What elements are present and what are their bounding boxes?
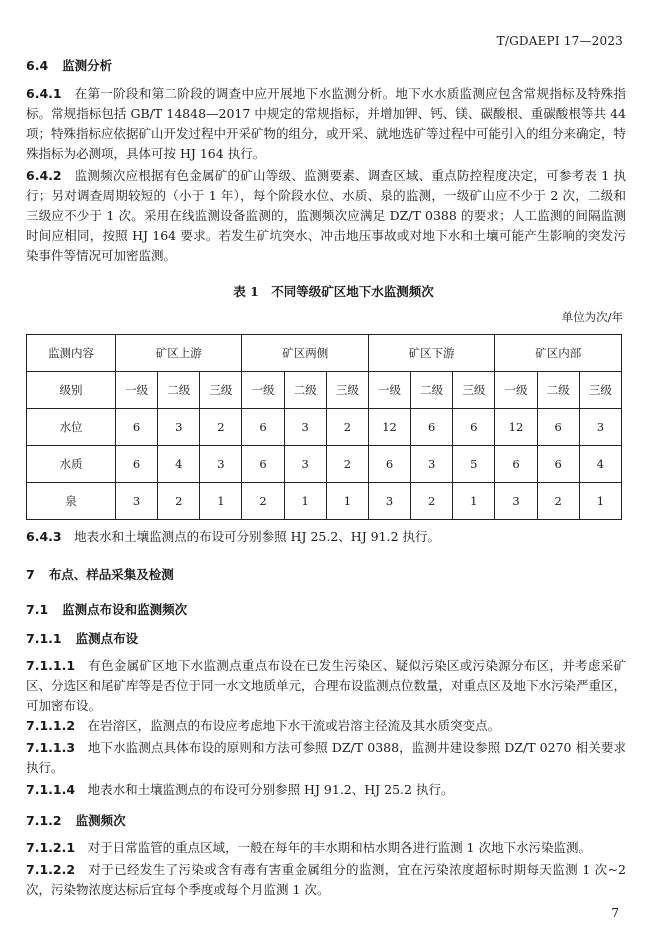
clause-text: 在岩溶区，监测点的布设应考虑地下水干流或岩溶主径流及其水质突变点。 [87, 718, 501, 733]
clause-number: 7.1.2.2 [26, 862, 76, 877]
section-title: 布点、样品采集及检测 [48, 567, 174, 582]
table-cell: 2 [242, 483, 284, 520]
clause-7-1-1-3 [26, 738, 626, 778]
row-label-cell: 水质 [27, 446, 116, 483]
table-cell: 6 [242, 446, 284, 483]
area-header: 矿区两侧 [242, 335, 368, 372]
section-number: 7 [26, 567, 35, 582]
clause-7-1-1-2 [26, 716, 626, 736]
table-cell: 2 [326, 409, 368, 446]
section-number: 6.4 [26, 58, 49, 73]
level-cell: 二级 [158, 372, 200, 409]
clause-number: 6.4.2 [26, 168, 62, 183]
clause-text: 监测频次应根据有色金属矿的矿山等级、监测要素、调查区域、重点防控程度决定，可参考表 1 执行；另对调查周期较短的（小于 1 年），每个阶段水位、水质、泉的监测，一级矿山应不少于 2 次，二级和三级应不少于 1 次。采用在线监测设备监测的，监测频次应满足 DZ/T 0388 的要求；人工监测的间隔监测时间应相同，按照 HJ 164 要求。若发生矿坑突水、冲击地压事故或对地下水和土壤可能产生影响的突发污染事件等情况可加密监测。 [26, 168, 626, 263]
table-cell: 6 [116, 409, 158, 446]
clause-7-1-1-1 [26, 656, 626, 716]
table-cell: 6 [368, 446, 410, 483]
table-cell: 4 [158, 446, 200, 483]
clause-6-4-3 [26, 527, 626, 547]
level-cell: 二级 [284, 372, 326, 409]
clause-7-1-1-4 [26, 780, 626, 800]
clause-text: 地表水和土壤监测点的布设可分别参照 HJ 91.2、HJ 25.2 执行。 [87, 782, 454, 797]
table-cell: 1 [579, 483, 621, 520]
table-cell: 6 [453, 409, 495, 446]
table-row [27, 409, 622, 446]
area-header: 矿区下游 [368, 335, 494, 372]
section-7-heading [26, 565, 174, 583]
table-cell: 12 [368, 409, 410, 446]
level-cell: 三级 [200, 372, 242, 409]
clause-6-4-2 [26, 166, 626, 266]
clause-number: 7.1.1.2 [26, 718, 76, 733]
table-row [27, 483, 622, 520]
clause-6-4-1 [26, 84, 626, 164]
section-number: 7.1 [26, 602, 49, 617]
clause-text: 对于日常监管的重点区域，一般在每年的丰水期和枯水期各进行监测 1 次地下水污染监测。 [87, 840, 591, 855]
table-cell: 3 [116, 483, 158, 520]
section-title: 监测分析 [62, 58, 113, 73]
clause-text: 地表水和土壤监测点的布设可分别参照 HJ 25.2、HJ 91.2 执行。 [74, 529, 440, 544]
table-cell: 2 [537, 483, 579, 520]
table-cell: 3 [368, 483, 410, 520]
section-6-4-heading [26, 56, 112, 74]
level-cell: 一级 [495, 372, 537, 409]
level-cell: 一级 [116, 372, 158, 409]
standard-code: T/GDAEPI 17—2023 [496, 34, 623, 48]
section-7-1-heading [26, 600, 187, 618]
section-title: 监测频次 [75, 813, 126, 828]
table-header-row [27, 335, 622, 372]
table-cell: 1 [200, 483, 242, 520]
table-cell: 6 [537, 409, 579, 446]
level-cell: 三级 [326, 372, 368, 409]
area-header: 矿区上游 [116, 335, 242, 372]
level-cell: 二级 [537, 372, 579, 409]
section-title: 监测点布设 [75, 631, 139, 646]
level-cell: 一级 [368, 372, 410, 409]
clause-text: 有色金属矿区地下水监测点重点布设在已发生污染区、疑似污染区或污染源分布区，并考虑采矿区、分选区和尾矿库等是否位于同一水文地质单元，合理布设监测点位数量，对重点区及地下水污染严重区，可加密布设。 [26, 658, 627, 713]
table-cell: 6 [537, 446, 579, 483]
section-7-1-1-heading [26, 629, 138, 647]
clause-text: 地下水监测点具体布设的原则和方法可参照 DZ/T 0388，监测井建设参照 DZ/T 0270 相关要求执行。 [26, 740, 626, 775]
table-corner-cell: 监测内容 [27, 335, 116, 372]
table-cell: 3 [200, 446, 242, 483]
page-number: 7 [611, 906, 619, 920]
table-unit: 单位为次/年 [561, 310, 623, 324]
table-level-row [27, 372, 622, 409]
table-cell: 2 [200, 409, 242, 446]
row-label-cell: 泉 [27, 483, 116, 520]
table-cell: 2 [158, 483, 200, 520]
table-row [27, 446, 622, 483]
table-cell: 6 [242, 409, 284, 446]
clause-number: 7.1.2.1 [26, 840, 76, 855]
table-cell: 2 [411, 483, 453, 520]
clause-text: 对于已经发生了污染或含有毒有害重金属组分的监测，宜在污染浓度超标时期每天监测 1 次~2 次，污染物浓度达标后宜每个季度或每个月监测 1 次。 [26, 862, 626, 897]
row-label-cell: 水位 [27, 409, 116, 446]
clause-number: 6.4.3 [26, 529, 62, 544]
level-cell: 一级 [242, 372, 284, 409]
table-cell: 6 [411, 409, 453, 446]
table-title: 表 1 不同等级矿区地下水监测频次 [233, 284, 434, 299]
section-7-1-2-heading [26, 811, 126, 829]
monitoring-frequency-table [26, 334, 622, 520]
table-cell: 1 [326, 483, 368, 520]
table-cell: 6 [116, 446, 158, 483]
table-cell: 3 [284, 446, 326, 483]
area-header: 矿区内部 [495, 335, 622, 372]
level-cell: 三级 [579, 372, 621, 409]
clause-number: 7.1.1.3 [26, 740, 76, 755]
clause-number: 6.4.1 [26, 86, 62, 101]
table-cell: 5 [453, 446, 495, 483]
level-label-cell: 级别 [27, 372, 116, 409]
clause-number: 7.1.1.1 [26, 658, 76, 673]
table-cell: 6 [495, 446, 537, 483]
section-number: 7.1.1 [26, 631, 62, 646]
section-number: 7.1.2 [26, 813, 62, 828]
table-cell: 3 [411, 446, 453, 483]
clause-7-1-2-1 [26, 838, 626, 858]
table-cell: 1 [453, 483, 495, 520]
clause-text: 在第一阶段和第二阶段的调查中应开展地下水监测分析。地下水水质监测应包含常规指标及特殊指标。常规指标包括 GB/T 14848—2017 中规定的常规指标，并增加钾、钙、镁、碳酸根、重碳酸根等共 44 项；特殊指标应依据矿山开发过程中开采矿物的组分，或开采、就地选矿等过程中可能引入的组分来确定，特殊指标为必测项，具体可按 HJ 164 执行。 [26, 86, 627, 161]
clause-number: 7.1.1.4 [26, 782, 76, 797]
section-title: 监测点布设和监测频次 [62, 602, 188, 617]
level-cell: 二级 [411, 372, 453, 409]
table-cell: 12 [495, 409, 537, 446]
table-cell: 1 [284, 483, 326, 520]
table-cell: 3 [495, 483, 537, 520]
level-cell: 三级 [453, 372, 495, 409]
table-cell: 3 [579, 409, 621, 446]
table-cell: 3 [158, 409, 200, 446]
table-cell: 2 [326, 446, 368, 483]
table-cell: 4 [579, 446, 621, 483]
clause-7-1-2-2 [26, 860, 626, 900]
table-cell: 3 [284, 409, 326, 446]
